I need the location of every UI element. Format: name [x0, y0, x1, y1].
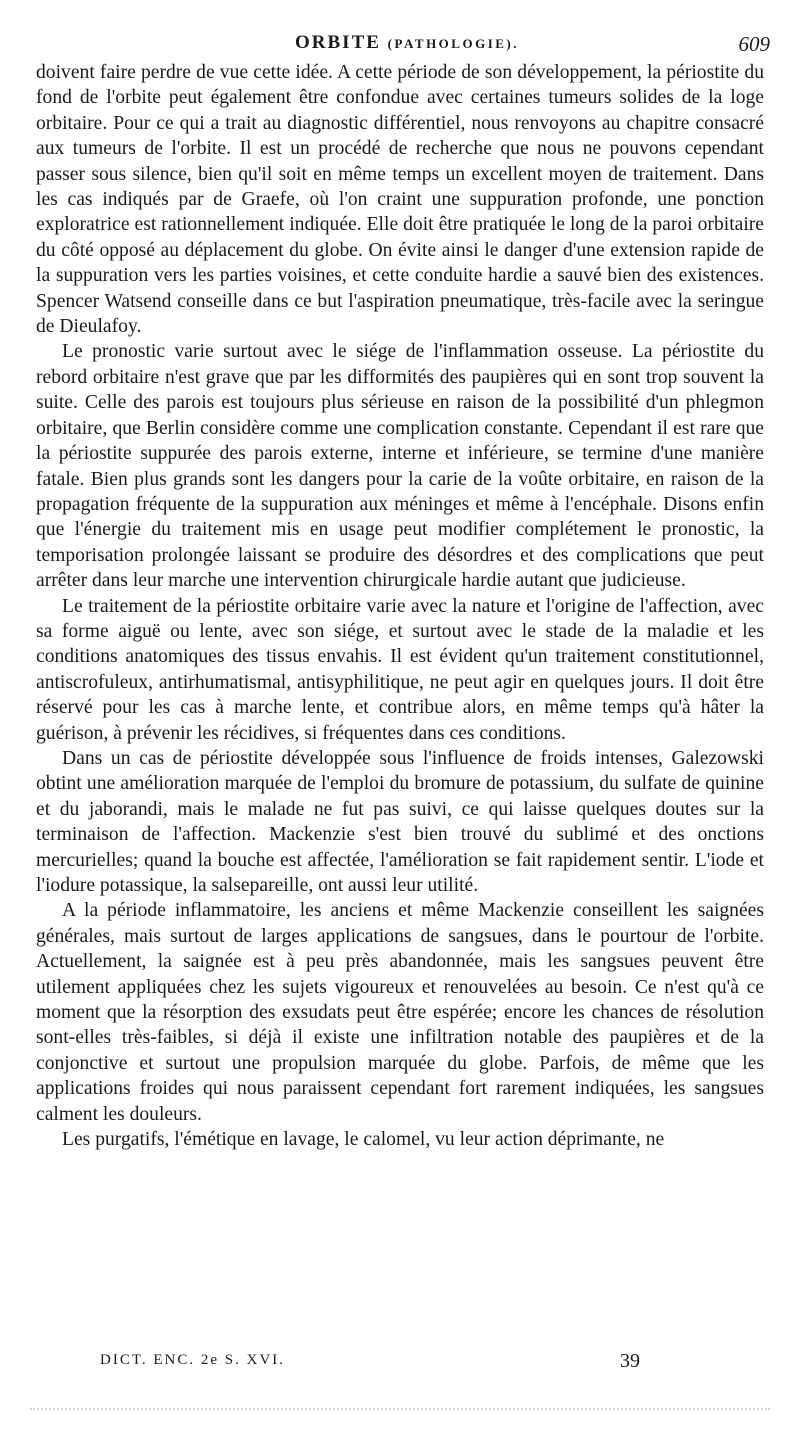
paragraph-pronostic: Le pronostic varie surtout avec le siége de l'inflammation osseuse. La périostite du rebord orbitaire n'est grave que par les difformités des paupières qui en sont trop souvent la suite. Celle des parois est toujours plus sérieuse en raison de la possibilité d'un phlegmon orbitaire, que Berlin considère comme une complication constante. Cependant il est rare que la périostite suppurée des parois externe, interne et inférieure, se termine d'une manière fatale. Bien plus grands sont les dangers pour la carie de la voûte orbitaire, en raison de la propagation fréquente de la suppuration aux méninges et même à l'encéphale. Disons enfin que l'énergie du traitement mis en usage peut modifier complétement le pronostic, la temporisation prolongée laissant se produire des désordres et des complications que peut arrêter dans leur marche une intervention chirurgicale hardie autant que judicieuse. — [36, 341, 764, 592]
page-footer — [100, 1352, 700, 1382]
running-title-sub: (PATHOLOGIE). — [387, 36, 519, 51]
printer-signature: DICT. ENC. 2e S. XVI. — [100, 1352, 286, 1368]
paragraph-galezowski: Dans un cas de périostite développée sous l'influence de froids intenses, Galezowski obtint une amélioration marquée de l'emploi du bromure de potassium, du sulfate de quinine et du jaborandi, mais le malade ne fut pas suivi, ce qui laisse quelques doutes sur la terminaison de l'affection. Mackenzie s'est bien trouvé du sublimé et des onctions mercurielles; quand la bouche est affectée, l'amélioration se fait rapidement sentir. L'iode et l'iodure potassique, la salsepareille, ont aussi leur utilité. — [36, 747, 764, 896]
scan-margin-dots — [30, 1408, 770, 1420]
page-number: 609 — [738, 32, 770, 56]
paragraph-purgatifs: Les purgatifs, l'émétique en lavage, le calomel, vu leur action déprimante, ne — [62, 1129, 665, 1151]
paragraph-periode-inflammatoire: A la période inflammatoire, les anciens et même Mackenzie conseillent les saignées générales, mais surtout de larges applications de sangsues, dans le pourtour de l'orbite. Actuellement, la saignée est à peu près abandonnée, mais les sangsues peuvent être utilement appliquées chez les sujets vigoureux et renouvelées au besoin. Ce n'est qu'à ce moment que la résorption des exsudats peut être espérée; encore les chances de résolution sont-elles très-faibles, si déjà il existe une infiltration notable des paupières et de la conjonctive et surtout une propulsion marquée du globe. Parfois, de même que les applications froides qui nous paraissent cependant fort rarement indiquées, les sangsues calment les douleurs. — [36, 900, 764, 1125]
running-title — [40, 32, 774, 54]
body-text — [36, 60, 764, 1152]
running-title-main: ORBITE — [295, 32, 381, 53]
paragraph-traitement: Le traitement de la périostite orbitaire varie avec la nature et l'origine de l'affection, avec sa forme aiguë ou lente, avec son siége, et surtout avec le stade de la maladie et les conditions anatomiques des tissus envahis. Il est évident qu'un traitement constitutionnel, antiscrofuleux, antirhumatismal, antisyphilitique, ne peut agir en quelques jours. Il doit être réservé pour les cas à marche lente, et contribue alors, en même temps qu'à hâter la guérison, à prévenir les récidives, si fréquentes dans ces conditions. — [36, 595, 764, 744]
running-header — [40, 24, 774, 58]
sheet-number: 39 — [620, 1350, 640, 1372]
paragraph-continuation: doivent faire perdre de vue cette idée. A cette période de son développement, la périostite du fond de l'orbite peut également être confondue avec certaines tumeurs solides de la loge orbitaire. Pour ce qui a trait au diagnostic différentiel, nous renvoyons au chapitre consacré aux tumeurs de l'orbite. Il est un procédé de recherche que nous ne pouvons cependant passer sous silence, bien qu'il soit en même temps un excellent moyen de traitement. Dans les cas indiqués par de Graefe, où l'on craint une suppuration profonde, une ponction exploratrice est rationnellement indiquée. Elle doit être pratiquée le long de la paroi orbitaire du côté opposé au déplacement du globe. On évite ainsi le danger d'une extension rapide de la suppuration vers les parties voisines, et cette conduite hardie a sauvé bien des existences. Spencer Watsend conseille dans ce but l'aspiration pneumatique, très-facile avec la seringue de Dieulafoy. — [36, 62, 764, 338]
